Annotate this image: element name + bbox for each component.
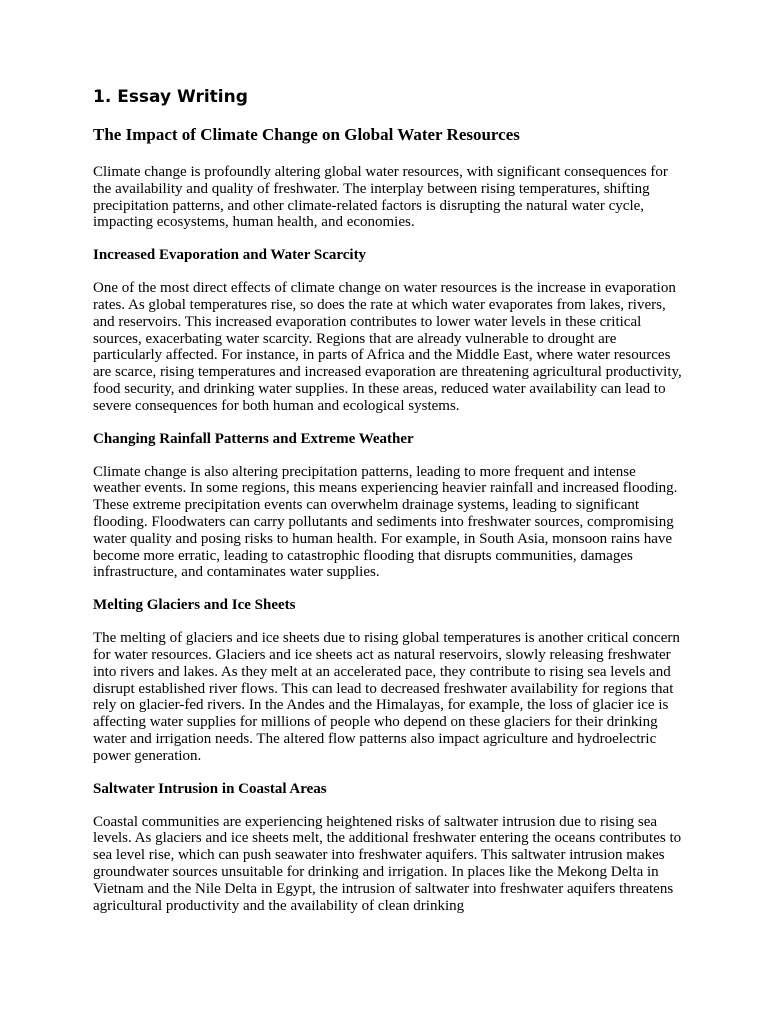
section-heading: 1. Essay Writing — [93, 87, 248, 107]
paragraph-saltwater: Coastal communities are experiencing heightened risks of saltwater intrusion due to rising sea levels. As glaciers and ice sheets melt, the additional freshwater entering the oceans contributes to sea level rise, which can push seawater into freshwater aquifers. This saltwater intrusion makes groundwater sources unsuitable for drinking and irrigation. In places like the Mekong Delta in Vietnam and the Nile Delta in Egypt, the intrusion of saltwater into freshwater aquifers threatens agricultural productivity and the availability of clean drinking — [93, 813, 682, 914]
subheading-glaciers: Melting Glaciers and Ice Sheets — [93, 597, 296, 614]
essay-title: The Impact of Climate Change on Global Water Resources — [93, 125, 520, 144]
subheading-saltwater: Saltwater Intrusion in Coastal Areas — [93, 780, 327, 797]
intro-paragraph: Climate change is profoundly altering global water resources, with significant consequences for the availability and quality of freshwater. The interplay between rising temperatures, shifting precipitation patterns, and other climate-related factors is disrupting the natural water cycle, impacting ecosystems, human health, and economies. — [93, 164, 668, 231]
paragraph-rainfall: Climate change is also altering precipitation patterns, leading to more frequent and intense weather events. In some regions, this means experiencing heavier rainfall and increased flooding. These extreme precipitation events can overwhelm drainage systems, leading to significant flooding. Floodwaters can carry pollutants and sediments into freshwater sources, compromising water quality and posing risks to human health. For example, in South Asia, monsoon rains have become more erratic, leading to catastrophic flooding that disrupts communities, damages infrastructure, and contaminates water supplies. — [93, 463, 678, 581]
subheading-rainfall: Changing Rainfall Patterns and Extreme Weather — [93, 430, 414, 447]
paragraph-glaciers: The melting of glaciers and ice sheets due to rising global temperatures is another critical concern for water resources. Glaciers and ice sheets act as natural reservoirs, slowly releasing freshwater into rivers and lakes. As they melt at an accelerated pace, they contribute to rising sea levels and disrupt established river flows. This can lead to decreased freshwater availability for regions that rely on glacier-fed rivers. In the Andes and the Himalayas, for example, the loss of glacier ice is affecting water supplies for millions of people who depend on these glaciers for their drinking water and irrigation needs. The altered flow patterns also impact agriculture and hydroelectric power generation. — [93, 630, 680, 764]
subheading-evaporation: Increased Evaporation and Water Scarcity — [93, 247, 367, 264]
document-page — [93, 86, 683, 930]
paragraph-evaporation: One of the most direct effects of climate change on water resources is the increase in evaporation rates. As global temperatures rise, so does the rate at which water evaporates from lakes, rivers, and reservoirs. This increased evaporation contributes to lower water levels in these critical sources, exacerbating water scarcity. Regions that are already vulnerable to drought are particularly affected. For instance, in parts of Africa and the Middle East, where water resources are scarce, rising temperatures and increased evaporation are threatening agricultural productivity, food security, and drinking water supplies. In these areas, reduced water availability can lead to severe consequences for both human and ecological systems. — [93, 280, 682, 414]
